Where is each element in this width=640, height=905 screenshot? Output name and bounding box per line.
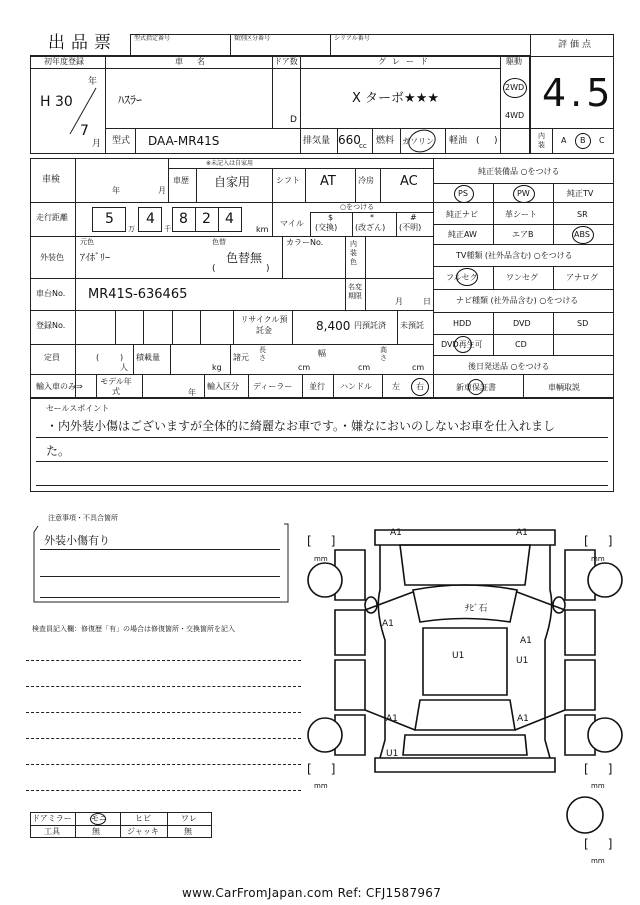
mark-left-rocker: U1 — [386, 749, 399, 759]
crack-hibi: ヒビ — [135, 814, 151, 823]
equip-navi: 純正ナビ — [446, 210, 478, 219]
chassis-value: MR41S-636465 — [88, 287, 188, 302]
mm-fl: mm — [314, 555, 328, 563]
expiry-day-unit: 日 — [423, 297, 431, 306]
navi-hdd: HDD — [453, 319, 472, 328]
mark-front-right: A1 — [516, 528, 528, 538]
interior-label: 内装 — [538, 132, 545, 149]
int-color-label: 内装色 — [350, 240, 357, 266]
type-spec-no-label: 型式指定番号 — [134, 35, 171, 42]
model-year-label: モデル年式 — [100, 377, 132, 396]
car-name: ﾊｽﾗｰ — [118, 93, 143, 107]
length-cm: cm — [298, 363, 311, 372]
bracket-fl: [ ] — [307, 534, 336, 548]
mark-right-door: U1 — [516, 656, 529, 666]
steering-right: 右 — [416, 382, 424, 391]
later-title: 後日発送品 ○をつける — [468, 362, 550, 371]
capacity-label: 定員 — [44, 353, 60, 362]
unknown-label: (不明) — [399, 223, 422, 232]
capacity-paren-open: ( — [96, 353, 100, 362]
month-unit: 月 — [92, 139, 102, 149]
inspection-month-unit: 月 — [158, 186, 166, 195]
parallel-option: 並行 — [309, 382, 325, 391]
load-label: 積載量 — [136, 353, 160, 362]
notes-label: 注意事項・不具合箇所 — [48, 514, 118, 522]
exchange-label: (交換) — [315, 223, 338, 232]
recycle-unpaid: 未預託 — [400, 321, 424, 330]
height-cm: cm — [412, 363, 425, 372]
equip-leather: 革シート — [505, 210, 537, 219]
ac-label: 冷房 — [358, 176, 374, 185]
navi-title: ナビ種類 (社外品含む) ○をつける — [456, 296, 579, 305]
navi-dvd: DVD — [513, 319, 531, 328]
later-manual: 車輌取説 — [548, 383, 580, 392]
drive-4wd: 4WD — [505, 111, 525, 120]
sales-point-line1: ・内外装小傷はございますが全体的に綺麗なお車です。・嫌なにおいのしないお車を仕入れまし — [46, 419, 556, 433]
shift-value: AT — [320, 174, 336, 189]
recycle-label: リサイクル預託金 — [240, 315, 288, 335]
category-no-label: 類別区分番号 — [234, 35, 271, 42]
score-label: 評価点 — [558, 40, 595, 50]
sales-point-label: セールスポイント — [46, 404, 110, 413]
mm-rr: mm — [591, 782, 605, 790]
fuel-paren-close: ) — [494, 136, 498, 146]
mark-front-left: A1 — [390, 528, 402, 538]
door-value: D — [290, 115, 297, 125]
tools-value: 無 — [92, 827, 100, 836]
unrecorded-note: ※未記入は自家用 — [206, 160, 254, 167]
cc-unit: cc — [359, 142, 367, 150]
displacement-value: 660 — [338, 133, 361, 147]
width-label: 幅 — [318, 349, 326, 358]
mirror-label: ドアミラー — [32, 814, 72, 823]
mileage-digit-2: 4 — [146, 211, 155, 227]
ac-value: AC — [400, 174, 418, 189]
equip-airbag: エアB — [512, 230, 534, 239]
tv-oneseg: ワンセグ — [506, 273, 538, 282]
serial-no-label: シリアル番号 — [334, 35, 370, 42]
navi-sd: SD — [577, 319, 589, 328]
equip-aw: 純正AW — [448, 230, 477, 239]
sales-point-line2: た。 — [46, 444, 71, 458]
jack-value: 無 — [184, 827, 192, 836]
mm-rl: mm — [314, 782, 328, 790]
drive-label: 駆動 — [506, 57, 522, 66]
capacity-paren-close: ) — [120, 353, 124, 362]
inspector-label: 検査員記入欄：修復歴「有」の場合は修復箇所・交換箇所を記入 — [32, 625, 235, 633]
bracket-spare: [ ] — [584, 837, 613, 851]
interior-c: C — [599, 136, 605, 145]
light-oil: 軽油 — [449, 136, 468, 146]
recycle-paid: 円預託済 — [354, 321, 386, 330]
grade-label: グレード — [378, 57, 434, 66]
equip-abs: ABS — [574, 230, 590, 239]
history-label: 車歴 — [173, 176, 189, 185]
mark-left-rear: A1 — [386, 714, 398, 724]
fuel-label: 燃料 — [376, 136, 395, 146]
ext-color-label: 外装色 — [40, 253, 64, 262]
km-unit: km — [256, 225, 269, 234]
repaint-paren-close: ) — [266, 264, 270, 274]
mileage-digit-3: 8 — [179, 211, 188, 227]
mark-windshield: ﾁﾋﾞ石 — [465, 604, 488, 614]
mile-label: マイル — [280, 219, 304, 228]
interior-b: B — [580, 136, 586, 145]
import-type-label: 輸入区分 — [207, 382, 239, 391]
width-cm: cm — [358, 363, 371, 372]
inspection-year-unit: 年 — [112, 186, 120, 195]
mark-right-rear: A1 — [517, 714, 529, 724]
later-warranty: 新車保証書 — [456, 383, 496, 392]
mm-fr: mm — [591, 555, 605, 563]
page-title: 出品票 — [48, 33, 117, 53]
fuel-value: ガソリン — [402, 137, 434, 146]
color-no-label: カラーNo. — [286, 238, 324, 247]
mileage-digit-1: 5 — [105, 211, 114, 227]
mirror-value: モニ — [91, 814, 107, 823]
navi-cd: CD — [515, 340, 527, 349]
notes-line1: 外装小傷有り — [44, 534, 110, 547]
crack-ware: ワレ — [181, 814, 197, 823]
shift-label: シフト — [276, 176, 300, 185]
sen-unit: 千 — [164, 225, 171, 233]
doors-label: ドア数 — [274, 57, 298, 66]
height-label: 高さ — [380, 346, 387, 362]
tamper-sym: * — [370, 213, 374, 222]
steering-label: ハンドル — [340, 382, 372, 391]
length-label: 長さ — [259, 346, 266, 362]
genuine-title: 純正装備品 ○をつける — [478, 167, 560, 176]
navi-dvd-play: DVD再生可 — [441, 340, 483, 349]
fuel-paren-open: ( — [476, 136, 480, 146]
bracket-rl: [ ] — [307, 762, 336, 776]
drive-2wd: 2WD — [505, 83, 525, 92]
expiry-month-unit: 月 — [395, 297, 403, 306]
tv-fullseg: フルセグ — [446, 273, 478, 282]
unknown-sym: # — [410, 213, 417, 222]
first-reg-month: 7 — [80, 123, 89, 139]
mark-roof: U1 — [452, 651, 465, 661]
mark-left-fender: A1 — [382, 619, 394, 629]
jack-label: ジャッキ — [127, 827, 159, 836]
steering-left: 左 — [392, 382, 400, 391]
sales-point-box — [30, 398, 614, 492]
import-label: 輸入車のみ⇒ — [36, 382, 83, 391]
first-reg-label: 初年度登録 — [44, 57, 84, 66]
model-year-unit: 年 — [188, 388, 196, 397]
tv-analog: アナログ — [566, 273, 598, 282]
repaint-label: 色替 — [212, 238, 226, 246]
mm-spare: mm — [591, 857, 605, 865]
grade-value: X ターボ★★★ — [352, 91, 440, 106]
model-value: DAA-MR41S — [148, 134, 220, 148]
mark-right-fender: A1 — [520, 636, 532, 646]
displacement-label: 排気量 — [303, 136, 331, 146]
score-value: 4.5 — [542, 71, 615, 115]
interior-a: A — [561, 136, 567, 145]
inspection-label: 車検 — [42, 175, 61, 185]
equip-tv: 純正TV — [567, 189, 594, 198]
kg-unit: kg — [212, 363, 222, 372]
mileage-digit-4: 2 — [202, 211, 211, 227]
model-label: 型式 — [112, 136, 131, 146]
chassis-label: 車台No. — [36, 289, 66, 298]
dealer-option: ディーラー — [253, 382, 293, 391]
equip-pw: PW — [517, 189, 530, 198]
mileage-tsukeru: ○をつける — [340, 203, 375, 211]
bracket-rr: [ ] — [584, 762, 613, 776]
tamper-label: (改ざん) — [355, 223, 386, 232]
footer-reference: www.CarFromJapan.com Ref: CFJ1587967 — [182, 886, 442, 900]
repaint-value: 色替無 — [226, 251, 263, 265]
first-reg-era: H 30 — [40, 94, 73, 110]
man-unit: 万 — [128, 225, 135, 233]
car-body-diagram — [305, 510, 625, 890]
tv-title: TV種類 (社外品含む) ○をつける — [456, 251, 573, 260]
name-label: 車名 — [175, 57, 219, 66]
dims-label: 諸元 — [233, 353, 249, 362]
repaint-paren-open: ( — [212, 264, 216, 274]
exchange-sym: $ — [328, 213, 334, 222]
equip-sr: SR — [577, 210, 588, 219]
equip-ps: PS — [458, 189, 468, 198]
expiry-label: 名変期限 — [348, 283, 362, 300]
persons-unit: 人 — [120, 363, 128, 372]
reg-no-label: 登録No. — [36, 321, 66, 330]
recycle-value: 8,400 — [316, 319, 351, 333]
history-value: 自家用 — [214, 175, 251, 189]
mileage-label: 走行距離 — [36, 213, 68, 222]
orig-color-value: ｱｲﾎﾞﾘｰ — [80, 253, 110, 264]
tools-label: 工具 — [44, 827, 60, 836]
orig-color-label: 元色 — [80, 238, 94, 246]
bracket-fr: [ ] — [584, 534, 613, 548]
year-unit: 年 — [88, 77, 98, 87]
mileage-digit-5: 4 — [225, 211, 234, 227]
